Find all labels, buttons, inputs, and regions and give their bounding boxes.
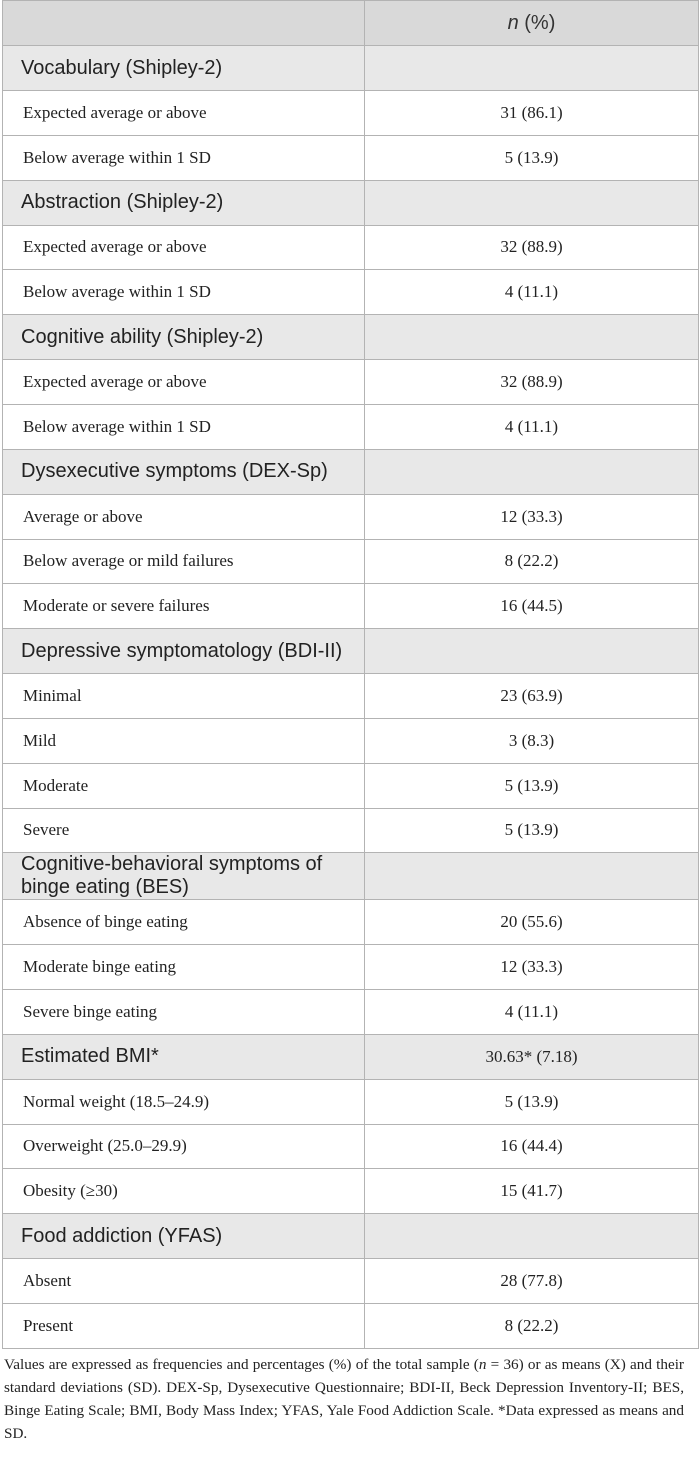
- table-row: [3, 808, 699, 853]
- table-row: [3, 539, 699, 584]
- row-label: Obesity (≥30): [3, 1169, 365, 1214]
- table-row: [3, 494, 699, 539]
- row-value: 4 (11.1): [365, 270, 699, 315]
- row-value: 5 (13.9): [365, 808, 699, 853]
- results-table: [2, 0, 699, 1349]
- row-label: Below average within 1 SD: [3, 404, 365, 449]
- header-cell-n-percent: [365, 1, 699, 46]
- table-footnote: [4, 1353, 684, 1445]
- table-header-row: [3, 1, 699, 46]
- section-value: 30.63* (7.18): [365, 1034, 699, 1079]
- table-row: [3, 1079, 699, 1124]
- table-row: [3, 674, 699, 719]
- section-header-row: [3, 180, 699, 225]
- table-row: [3, 945, 699, 990]
- section-title: Cognitive ability (Shipley-2): [3, 315, 365, 360]
- table-row: [3, 1169, 699, 1214]
- row-label: Below average or mild failures: [3, 539, 365, 584]
- section-header-row: [3, 853, 699, 900]
- table-row: [3, 584, 699, 629]
- section-value: [365, 46, 699, 91]
- row-value: 5 (13.9): [365, 1079, 699, 1124]
- table-row: [3, 1303, 699, 1348]
- section-value: [365, 180, 699, 225]
- section-value: [365, 1214, 699, 1259]
- row-value: 23 (63.9): [365, 674, 699, 719]
- row-label: Average or above: [3, 494, 365, 539]
- section-title: Depressive symptomatology (BDI-II): [3, 629, 365, 674]
- section-header-row: [3, 1034, 699, 1079]
- header-n-symbol: n: [507, 11, 519, 34]
- row-label: Severe binge eating: [3, 989, 365, 1034]
- table-row: [3, 225, 699, 270]
- row-value: 5 (13.9): [365, 763, 699, 808]
- row-label: Moderate: [3, 763, 365, 808]
- table-body: [3, 46, 699, 1349]
- row-label: Absence of binge eating: [3, 900, 365, 945]
- section-header-row: [3, 449, 699, 494]
- row-label: Mild: [3, 718, 365, 763]
- header-percent-label: (%): [518, 11, 556, 34]
- row-label: Overweight (25.0–29.9): [3, 1124, 365, 1169]
- row-label: Normal weight (18.5–24.9): [3, 1079, 365, 1124]
- row-value: 4 (11.1): [365, 989, 699, 1034]
- section-header-row: [3, 629, 699, 674]
- row-label: Below average within 1 SD: [3, 135, 365, 180]
- footnote-n-symbol: n: [478, 1355, 487, 1373]
- row-value: 5 (13.9): [365, 135, 699, 180]
- table-row: [3, 718, 699, 763]
- table-row: [3, 763, 699, 808]
- row-value: 32 (88.9): [365, 360, 699, 405]
- section-value: [365, 629, 699, 674]
- row-label: Present: [3, 1303, 365, 1348]
- section-title: Estimated BMI*: [3, 1034, 365, 1079]
- row-value: 28 (77.8): [365, 1259, 699, 1304]
- table-row: [3, 360, 699, 405]
- row-value: 12 (33.3): [365, 945, 699, 990]
- row-value: 8 (22.2): [365, 1303, 699, 1348]
- section-header-row: [3, 1214, 699, 1259]
- row-label: Severe: [3, 808, 365, 853]
- section-header-row: [3, 315, 699, 360]
- row-value: 20 (55.6): [365, 900, 699, 945]
- table-row: [3, 135, 699, 180]
- row-label: Moderate binge eating: [3, 945, 365, 990]
- footnote-part-1: Values are expressed as frequencies and percentages (%) of the total sample (: [4, 1355, 479, 1373]
- row-value: 16 (44.5): [365, 584, 699, 629]
- row-label: Below average within 1 SD: [3, 270, 365, 315]
- section-value: [365, 315, 699, 360]
- section-value: [365, 449, 699, 494]
- row-label: Moderate or severe failures: [3, 584, 365, 629]
- table-row: [3, 989, 699, 1034]
- header-cell-label: [3, 1, 365, 46]
- table-row: [3, 91, 699, 136]
- section-title: Dysexecutive symptoms (DEX-Sp): [3, 449, 365, 494]
- row-label: Expected average or above: [3, 360, 365, 405]
- row-value: 12 (33.3): [365, 494, 699, 539]
- section-title: Food addiction (YFAS): [3, 1214, 365, 1259]
- section-header-row: [3, 46, 699, 91]
- row-label: Minimal: [3, 674, 365, 719]
- section-value: [365, 853, 699, 900]
- row-value: 31 (86.1): [365, 91, 699, 136]
- row-value: 3 (8.3): [365, 718, 699, 763]
- row-value: 16 (44.4): [365, 1124, 699, 1169]
- table-row: [3, 1124, 699, 1169]
- table-row: [3, 900, 699, 945]
- footnote-part-2: = 36) or as means (X) and their standard deviations (SD). DEX-Sp, Dysexecutive Questionnaire; BDI-II, Beck Depression Inventory-II; BES, Binge Eating Scale; BMI, Body Mass Index; YFAS, Yale Food Addiction Scale. *Data expressed as means and SD.: [4, 1355, 684, 1442]
- row-value: 15 (41.7): [365, 1169, 699, 1214]
- table-row: [3, 1259, 699, 1304]
- section-title: Cognitive-behavioral symptoms of binge eating (BES): [3, 853, 365, 900]
- row-value: 4 (11.1): [365, 404, 699, 449]
- row-label: Expected average or above: [3, 225, 365, 270]
- section-title: Abstraction (Shipley-2): [3, 180, 365, 225]
- row-value: 8 (22.2): [365, 539, 699, 584]
- row-label: Absent: [3, 1259, 365, 1304]
- section-title: Vocabulary (Shipley-2): [3, 46, 365, 91]
- row-label: Expected average or above: [3, 91, 365, 136]
- table-row: [3, 270, 699, 315]
- row-value: 32 (88.9): [365, 225, 699, 270]
- table-row: [3, 404, 699, 449]
